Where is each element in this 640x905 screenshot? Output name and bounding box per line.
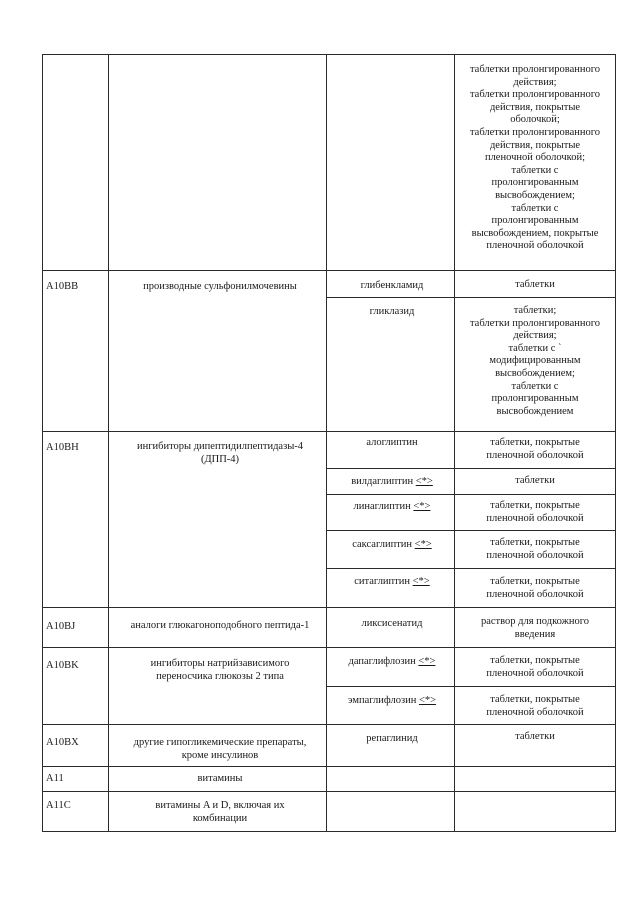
table-left-border [42,54,43,832]
dosage-form-cell [456,64,614,253]
dosage-form-line: пленочной оболочкой [486,449,584,461]
dosage-form-line: действия; [513,76,557,88]
dosage-form-line: действия, покрытые [489,101,581,113]
dosage-form-cell [456,537,614,562]
row-divider [42,607,616,608]
pharmacological-group [114,658,326,683]
group-line: витамины [197,773,243,784]
substance-name: глибенкламид [360,280,424,291]
dosage-form-cell [456,500,614,525]
pharmacological-group [114,773,326,786]
pharmacological-group [114,620,326,633]
substance-name: ликсисенатид [361,618,423,629]
dosage-form-line: таблетки [515,475,555,486]
dosage-form-cell [456,576,614,601]
dosage-form-line: пленочной оболочкой [486,706,584,718]
group-line: кроме инсулинов [181,749,259,761]
atc-code: A10BB [46,281,79,292]
group-line: другие гипогликемические препараты, [133,737,307,748]
group-line: ингибиторы дипептидилпептидазы-4 [136,441,304,452]
substance-name: репаглинид [366,733,418,744]
substance-label: саксаглиптин [352,539,413,550]
substance-name: гликлазид [369,306,415,317]
dosage-form-line: таблетки пролонгированного [469,126,601,138]
dosage-form-line: таблетки пролонгированного [469,317,601,329]
substance-label: вилдаглиптин [351,476,414,487]
dosage-form-line: таблетки, покрытые [490,537,580,548]
dosage-form-line: таблетки пролонгированного [469,64,601,75]
group-line: (ДПП-4) [200,453,240,465]
dosage-form-line: действия; [513,330,557,342]
row-divider [326,568,616,569]
dosage-form-line: пленочной оболочкой; [484,152,586,164]
dosage-form-cell [456,655,614,680]
dosage-form-line: таблетки; [513,305,557,316]
atc-code: A10BJ [46,621,76,632]
row-divider [326,297,616,298]
dosage-form-cell [456,475,614,488]
dosage-form-line: пролонгированным [491,177,579,189]
row-divider [42,724,616,725]
dosage-form-line: пленочной оболочкой [486,549,584,561]
dosage-form-line: таблетки пролонгированного [469,89,601,101]
substance-label: дапаглифлозин [348,656,416,667]
dosage-form-cell [456,731,614,744]
pharmacological-group [114,281,326,294]
atc-code: A10BK [46,660,79,671]
substance-name [330,476,454,489]
dosage-form-line: пленочной оболочкой [486,240,584,252]
dosage-form-line: таблетки [515,731,555,742]
row-divider [42,791,616,792]
atc-code: A11 [46,773,64,784]
group-line: комбинации [192,812,248,824]
footnote-link[interactable]: <*> [415,476,433,487]
footnote-link[interactable]: <*> [418,656,436,667]
substance-name [330,695,454,708]
dosage-form-line: пролонгированным [491,215,579,227]
row-divider [42,431,616,432]
dosage-form-line: пленочной оболочкой [486,588,584,600]
dosage-form-line: таблетки с [511,202,559,214]
dosage-form-line: высвобождением [496,405,574,417]
row-divider [326,468,616,469]
atc-code: A10BX [46,737,79,748]
row-divider [42,647,616,648]
dosage-form-line: раствор для подкожного [480,616,590,627]
substance-name: алоглиптин [366,437,418,448]
dosage-form-cell [456,437,614,462]
group-line: производные сульфонилмочевины [143,281,297,292]
dosage-form-cell [456,694,614,719]
dosage-form-line: модифицированным [489,355,581,367]
dosage-form-line: действия, покрытые [489,139,581,151]
dosage-form-cell [456,279,614,292]
dosage-form-line: введения [514,628,556,640]
dosage-form-line: таблетки, покрытые [490,576,580,587]
footnote-link[interactable]: <*> [412,576,430,587]
row-divider [326,494,616,495]
substance-label: ситаглиптин [354,576,411,587]
dosage-form-cell [456,616,614,641]
substance-name [330,576,454,589]
dosage-form-line: таблетки, покрытые [490,500,580,511]
substance-label: эмпаглифлозин [347,695,417,706]
dosage-form-line: таблетки, покрытые [490,694,580,705]
footnote-link[interactable]: <*> [414,539,432,550]
column-divider [326,54,327,832]
dosage-form-line: таблетки, покрытые [490,655,580,666]
column-divider [108,54,109,832]
dosage-form-line: таблетки с [511,380,559,392]
pharmacological-group [114,800,326,825]
dosage-form-cell [456,305,614,418]
dosage-form-line: пленочной оболочкой [486,512,584,524]
footnote-link[interactable]: <*> [413,501,431,512]
row-divider [42,270,616,271]
dosage-form-line: пролонгированным [491,393,579,405]
substance-name [330,656,454,669]
substance-name [330,539,454,552]
dosage-form-line: оболочкой; [510,114,560,126]
group-line: переносчика глюкозы 2 типа [156,670,284,682]
atc-code: A11C [46,800,71,811]
dosage-form-line: таблетки с ` [508,342,562,354]
substance-name [330,501,454,514]
dosage-form-line: таблетки с [511,164,559,176]
pharmacological-group [114,737,326,762]
row-divider [326,530,616,531]
group-line: витамины A и D, включая их [155,800,285,811]
dosage-form-line: высвобождением; [495,367,575,379]
row-divider [326,686,616,687]
column-divider [454,54,455,832]
dosage-form-line: высвобождением, покрытые [471,227,599,239]
table-bottom-border [42,831,616,832]
pharmacological-group [114,441,326,466]
table-top-border [42,54,616,55]
row-divider [42,766,616,767]
footnote-link[interactable]: <*> [418,695,437,706]
dosage-form-line: высвобождением; [495,189,575,201]
group-line: ингибиторы натрийзависимого [150,658,290,669]
dosage-form-line: пленочной оболочкой [486,667,584,679]
dosage-form-line: таблетки, покрытые [490,437,580,448]
substance-label: линаглиптин [353,501,411,512]
table-right-border [615,54,616,832]
group-line: аналоги глюкагоноподобного пептида-1 [130,620,310,631]
atc-code: A10BH [46,442,79,453]
dosage-form-line: таблетки [515,279,555,290]
